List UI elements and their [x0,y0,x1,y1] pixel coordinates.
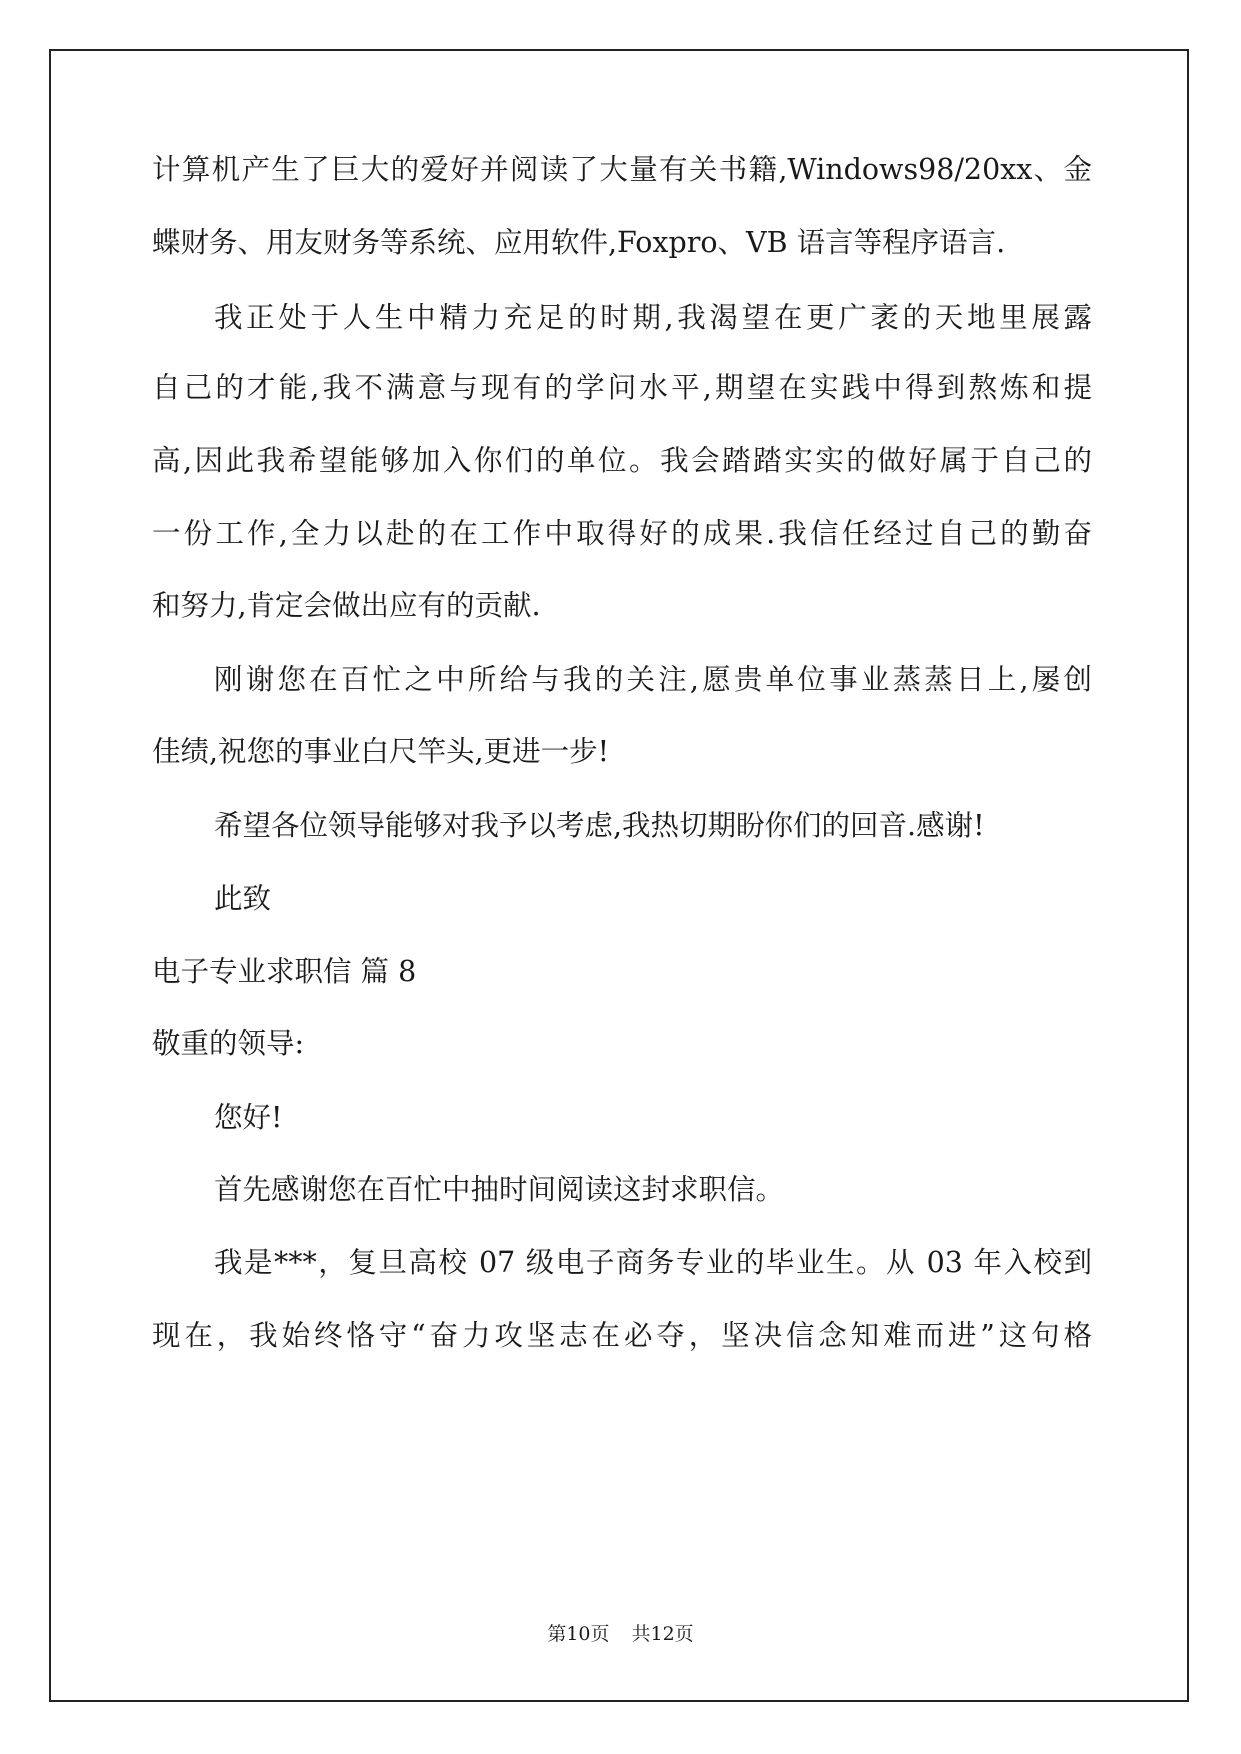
page-number: 第10页 [547,1623,610,1645]
text-line: 佳绩,祝您的事业白尺竿头,更进一步! [152,735,610,768]
section-heading: 电子专业求职信 篇 8 [152,955,417,988]
page-footer [0,1622,1241,1646]
page-border [49,49,1189,1702]
text-line: 我是***，复旦高校 07 级电子商务专业的毕业生。从 03 年入校到 [214,1246,1092,1279]
greeting: 您好! [214,1101,283,1134]
text-line: 一份工作,全力以赴的在工作中取得好的成果.我信任经过自己的勤奋 [152,517,1092,550]
text-line: 计算机产生了巨大的爱好并阅读了大量有关书籍,Windows98/20xx、金 [152,153,1092,186]
text-line: 现在，我始终恪守“奋力攻坚志在必夺，坚决信念知难而进”这句格 [152,1319,1092,1352]
page-total: 共12页 [631,1623,694,1645]
text-line: 自己的才能,我不满意与现有的学问水平,期望在实践中得到熬炼和提 [152,371,1092,404]
text-line: 高,因此我希望能够加入你们的单位。我会踏踏实实的做好属于自己的 [152,444,1092,477]
text-line: 刚谢您在百忙之中所给与我的关注,愿贵单位事业蒸蒸日上,屡创 [214,663,1092,696]
text-line: 希望各位领导能够对我予以考虑,我热切期盼你们的回音.感谢! [214,809,985,842]
salutation: 敬重的领导: [152,1027,305,1060]
text-line: 首先感谢您在百忙中抽时间阅读这封求职信。 [214,1173,785,1206]
text-line: 蝶财务、用友财务等系统、应用软件,Foxpro、VB 语言等程序语言. [152,226,1006,259]
text-line: 我正处于人生中精力充足的时期,我渴望在更广袤的天地里展露 [214,301,1092,334]
text-line: 和努力,肯定会做出应有的贡献. [152,589,541,622]
text-line: 此致 [214,882,272,915]
